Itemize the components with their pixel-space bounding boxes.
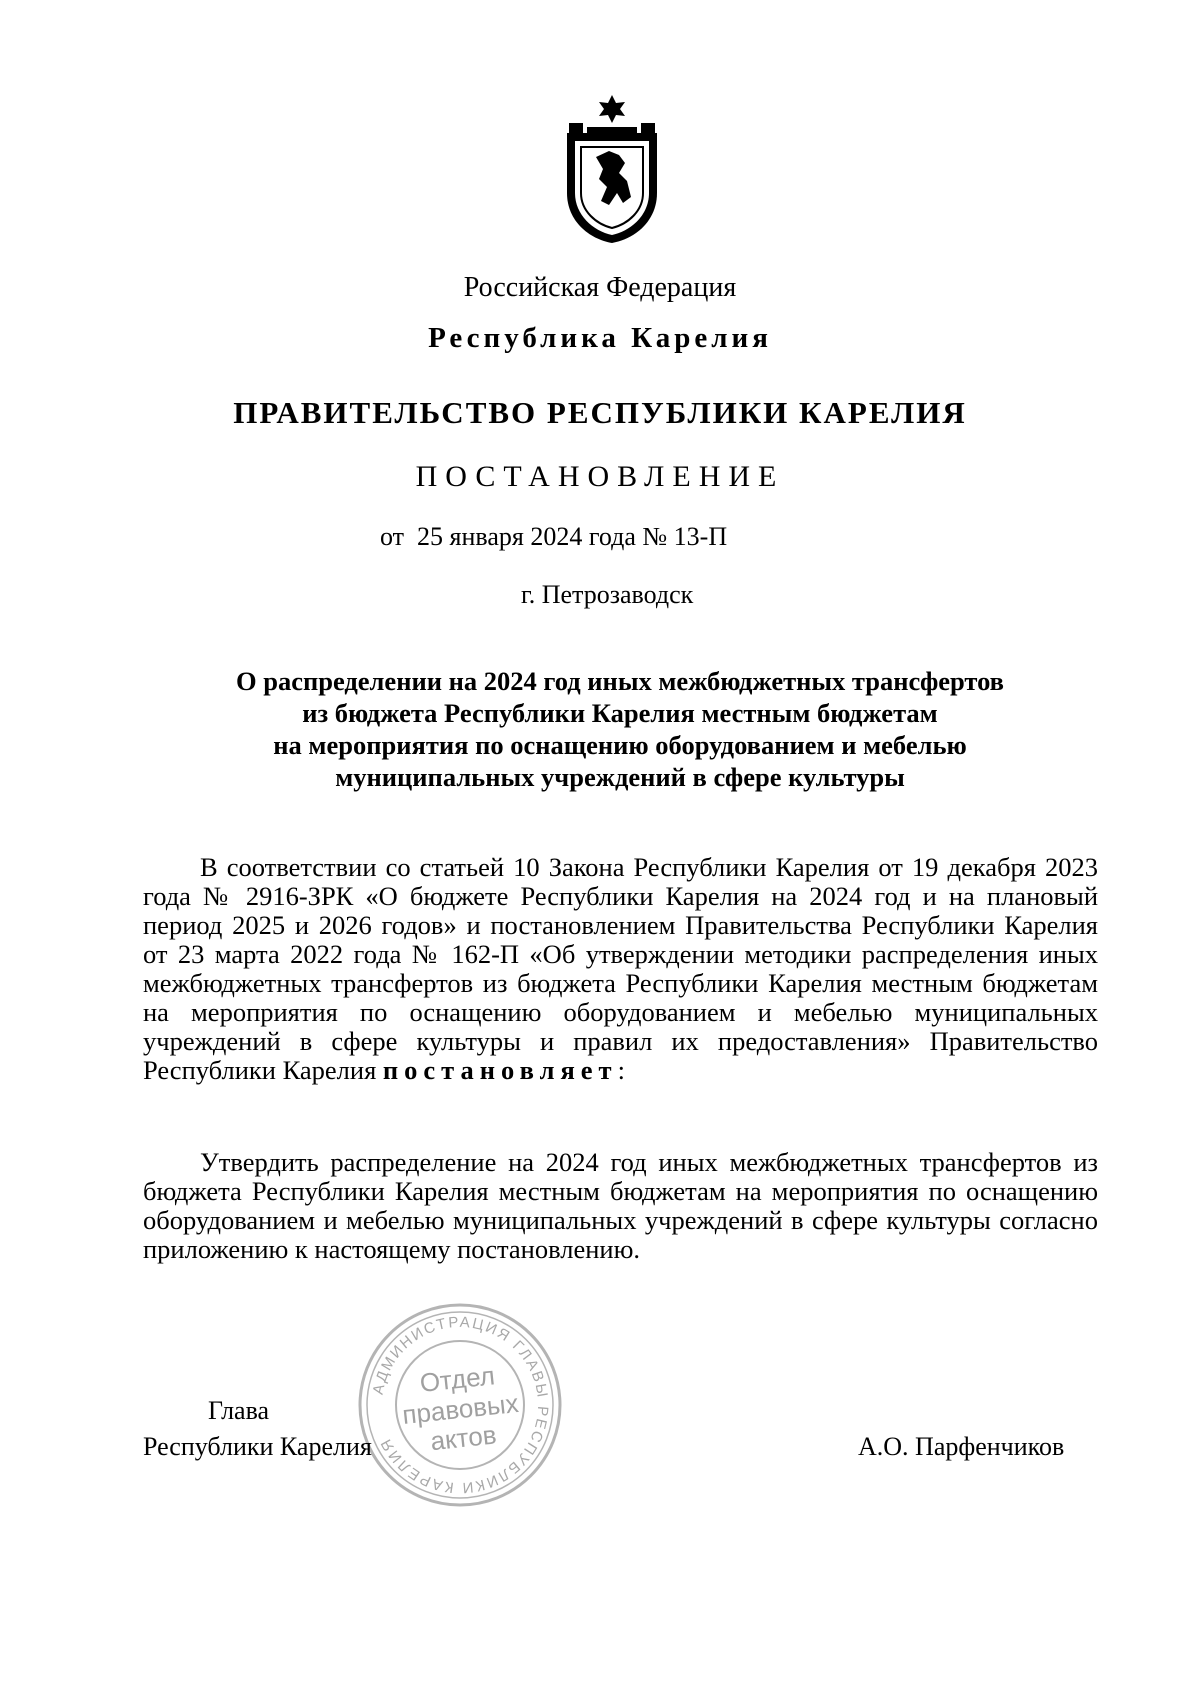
stamp-line: правовых	[400, 1387, 520, 1430]
country-name: Российская Федерация	[463, 272, 737, 303]
document-date-number: от 25 января 2024 года № 13-П	[380, 522, 728, 551]
decree-colon: :	[617, 1055, 625, 1085]
republic-name: Республика Карелия	[428, 322, 772, 354]
title-line: муниципальных учреждений в сфере культуры	[335, 762, 905, 792]
decision-paragraph: Утвердить распределение на 2024 год иных межбюджетных трансфертов из бюджета Республики Карелия местным бюджетам на мероприятия по оснащению оборудованием и мебелью муниципальных учреждений в сфере культуры согласно приложению к настоящему постановлению.	[143, 1147, 1098, 1264]
signatory-title: Глава	[208, 1396, 270, 1425]
title-line: из бюджета Республики Карелия местным бюджетам	[302, 698, 938, 728]
signatory-name: А.О. Парфенчиков	[858, 1432, 1065, 1461]
preamble-text: В соответствии со статьей 10 Закона Республики Карелия от 19 декабря 2023 года № 2916-ЗРК «О бюджете Республики Карелия на 2024 год и на плановый период 2025 и 2026 годов» и постановлением Правительства Республики Карелия от 23 марта 2022 года № 162-П «Об утверждении методики распределения иных межбюджетных трансфертов из бюджета Республики Карелия местным бюджетам на мероприятия по оснащению оборудованием и мебелью муниципальных учреждений в сфере культуры и правил их предоставления» Правительство Республики Карелия	[143, 852, 1112, 1085]
document-type: ПОСТАНОВЛЕНИЕ	[415, 460, 785, 493]
preamble-paragraph	[143, 852, 1112, 1085]
document-title	[0, 665, 1200, 793]
issuing-authority: ПРАВИТЕЛЬСТВО РЕСПУБЛИКИ КАРЕЛИЯ	[233, 395, 967, 430]
document-city: г. Петрозаводск	[521, 580, 694, 609]
stamp-line: актов	[429, 1419, 498, 1457]
decree-word: постановляет	[382, 1055, 618, 1085]
stamp-ring-text: АДМИНИСТРАЦИЯ ГЛАВЫ РЕСПУБЛИКИ КАРЕЛИЯ	[369, 1313, 552, 1497]
karelia-coat-of-arms-icon	[561, 93, 663, 245]
signatory-organization: Республики Карелия	[143, 1432, 372, 1461]
stamp-line: Отдел	[418, 1360, 497, 1398]
seal-stamp	[355, 1300, 565, 1510]
title-line: на мероприятия по оснащению оборудованием и мебелью	[273, 730, 967, 760]
title-line: О распределении на 2024 год иных межбюджетных трансфертов	[235, 666, 1004, 696]
